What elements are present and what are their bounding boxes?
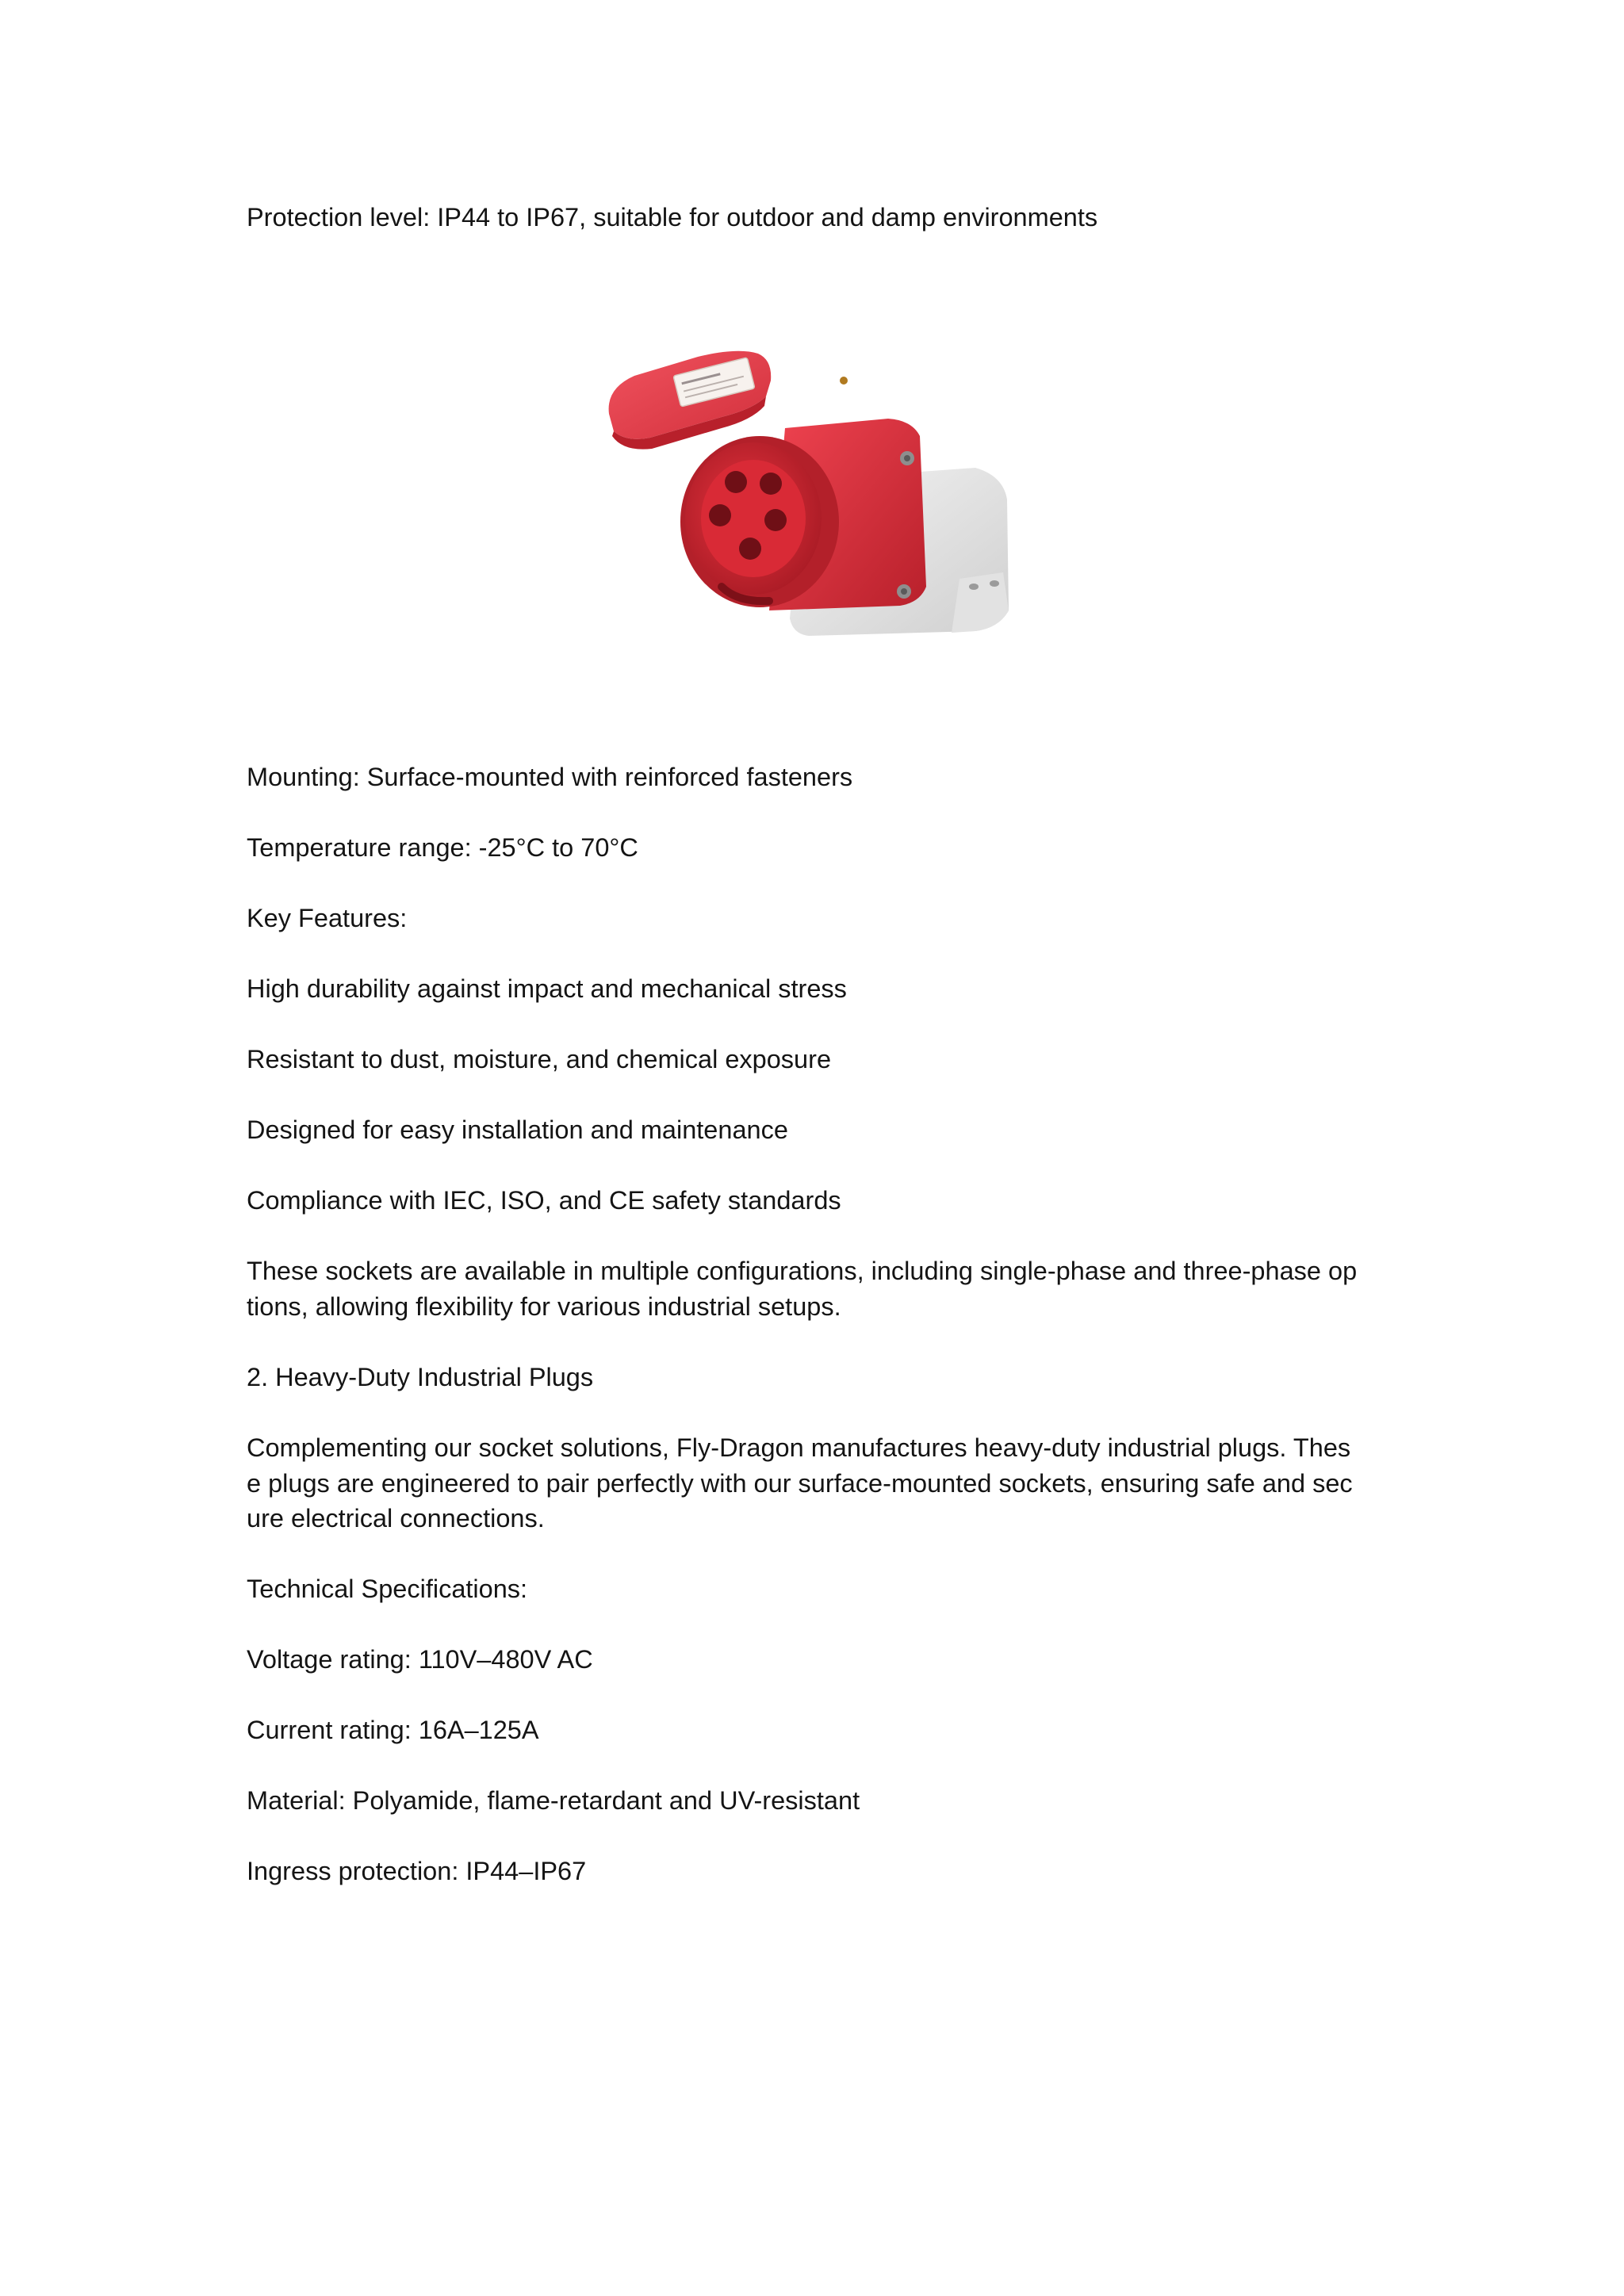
paragraph-line: e plugs are engineered to pair perfectly with our surface-mounted sockets, ensuring safe and sec (247, 1468, 1353, 1498)
feature-item: Resistant to dust, moisture, and chemical exposure (247, 1045, 832, 1073)
key-features-heading: Key Features: (247, 904, 408, 932)
industrial-socket-illustration (603, 349, 1031, 650)
spec-item: Current rating: 16A–125A (247, 1716, 539, 1744)
pin-hole-icon (739, 538, 761, 560)
mounting-paragraph: Mounting: Surface-mounted with reinforced fasteners (247, 763, 853, 791)
paragraph-line: ure electrical connections. (247, 1504, 545, 1533)
pin-hole-icon (760, 473, 782, 495)
industrial-socket-image (603, 349, 1031, 650)
feature-item: Designed for easy installation and maintenance (247, 1115, 788, 1144)
temperature-paragraph: Temperature range: -25°C to 70°C (247, 833, 638, 862)
spec-item: Material: Polyamide, flame-retardant and UV-resistant (247, 1786, 860, 1815)
tech-specs-heading: Technical Specifications: (247, 1575, 528, 1603)
pin-hole-icon (725, 471, 747, 493)
feature-item: Compliance with IEC, ISO, and CE safety standards (247, 1186, 841, 1215)
protection-level-paragraph: Protection level: IP44 to IP67, suitable for outdoor and damp environments (247, 203, 1098, 232)
paragraph-line: tions, allowing flexibility for various industrial setups. (247, 1292, 841, 1321)
feature-item: High durability against impact and mechanical stress (247, 974, 847, 1003)
spec-item: Voltage rating: 110V–480V AC (247, 1645, 593, 1674)
pin-hole-icon (764, 509, 787, 531)
complementing-paragraph (247, 1430, 1385, 1536)
spec-item: Ingress protection: IP44–IP67 (247, 1857, 587, 1885)
section-heading: 2. Heavy-Duty Industrial Plugs (247, 1363, 594, 1391)
paragraph-line: Complementing our socket solutions, Fly-Dragon manufactures heavy-duty industrial plugs. Thes (247, 1433, 1351, 1462)
pin-hole-icon (709, 504, 731, 526)
configurations-paragraph (247, 1253, 1385, 1324)
paragraph-line: These sockets are available in multiple configurations, including single-phase and three-phase op (247, 1257, 1358, 1285)
